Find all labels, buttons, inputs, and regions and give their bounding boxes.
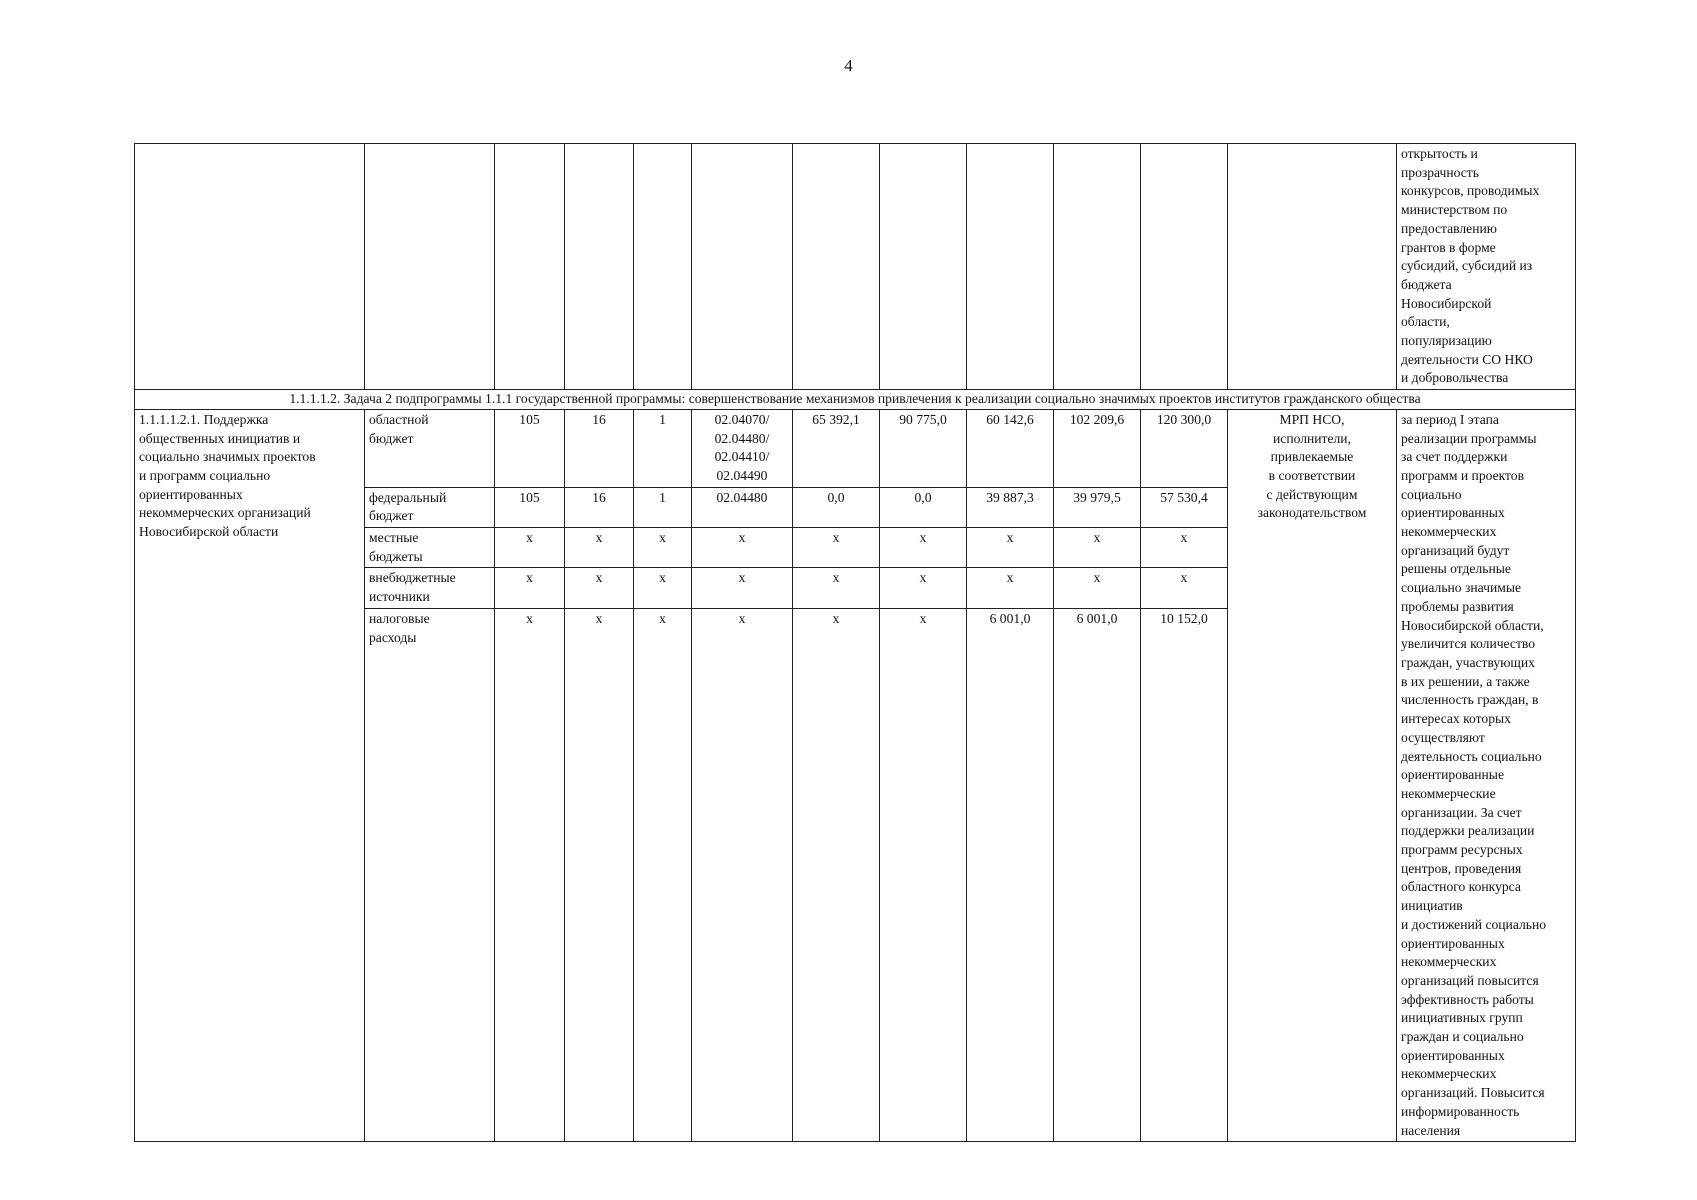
year-3-value: 6 001,0 [967, 608, 1054, 1141]
program-activities-table [134, 143, 1576, 1142]
year-1-value: х [793, 568, 880, 608]
year-5-value: х [1141, 528, 1228, 568]
target-item-code: 02.04070/ 02.04480/ 02.04410/ 02.04490 [692, 409, 793, 487]
expected-result: за период I этапа реализации программы за счет поддержки программ и проектов социально ориентированных некоммерческих организаций будут решены отдельные социально значимые проблемы развития Новосибирской области, увеличится количество граждан, участвующих в их решении, а также численность граждан, в интересах которых осуществляют деятельность социально ориентированные некоммерческие организации. За счет поддержки реализации программ ресурсных центров, проведения областного конкурса инициатив и достижений социально ориентированных некоммерческих организаций повысится эффективность работы инициативных групп граждан и социально ориентированных некоммерческих организаций. Повысится информированность населения [1397, 409, 1576, 1141]
year-5-value: х [1141, 568, 1228, 608]
empty-cell [565, 144, 634, 390]
grbs-code: 105 [495, 487, 565, 527]
empty-cell [495, 144, 565, 390]
target-item-code: х [692, 528, 793, 568]
year-5-value: 10 152,0 [1141, 608, 1228, 1141]
year-3-value: х [967, 528, 1054, 568]
empty-cell [634, 144, 692, 390]
empty-cell [1054, 144, 1141, 390]
subsection-code: х [634, 608, 692, 1141]
funding-source: местные бюджеты [365, 528, 495, 568]
year-1-value: х [793, 608, 880, 1141]
target-item-code: х [692, 568, 793, 608]
grbs-code: х [495, 528, 565, 568]
year-3-value: 60 142,6 [967, 409, 1054, 487]
executor: МРП НСО, исполнители, привлекаемые в соответствии с действующим законодательством [1228, 409, 1397, 1141]
target-item-code: 02.04480 [692, 487, 793, 527]
year-4-value: 102 209,6 [1054, 409, 1141, 487]
expected-result-continuation: открытость и прозрачность конкурсов, проводимых министерством по предоставлению грантов в форме субсидий, субсидий из бюджета Новосибирской области, популяризацию деятельности СО НКО и добровольчества [1397, 144, 1576, 390]
year-2-value: х [880, 608, 967, 1141]
year-4-value: 6 001,0 [1054, 608, 1141, 1141]
year-4-value: 39 979,5 [1054, 487, 1141, 527]
section-code: 16 [565, 409, 634, 487]
empty-cell [793, 144, 880, 390]
funding-source: налоговые расходы [365, 608, 495, 1141]
year-4-value: х [1054, 568, 1141, 608]
year-2-value: 90 775,0 [880, 409, 967, 487]
subsection-code: х [634, 568, 692, 608]
section-code: х [565, 568, 634, 608]
funding-source: внебюджетные источники [365, 568, 495, 608]
grbs-code: х [495, 608, 565, 1141]
task-header-row [135, 390, 1576, 410]
continuation-row [135, 144, 1576, 390]
year-1-value: х [793, 528, 880, 568]
section-code: х [565, 608, 634, 1141]
empty-cell [692, 144, 793, 390]
grbs-code: х [495, 568, 565, 608]
year-2-value: х [880, 568, 967, 608]
task-header: 1.1.1.1.2. Задача 2 подпрограммы 1.1.1 государственной программы: совершенствование механизмов привлечения к реализации социально значимых проектов институтов гражданского общества [135, 390, 1576, 410]
subsection-code: х [634, 528, 692, 568]
empty-cell [1141, 144, 1228, 390]
page-number: 4 [844, 56, 853, 75]
funding-source: федеральный бюджет [365, 487, 495, 527]
measure-name: 1.1.1.1.2.1. Поддержка общественных инициатив и социально значимых проектов и программ социально ориентированных некоммерческих организаций Новосибирской области [135, 409, 365, 1141]
empty-cell [880, 144, 967, 390]
grbs-code: 105 [495, 409, 565, 487]
year-1-value: 0,0 [793, 487, 880, 527]
year-2-value: 0,0 [880, 487, 967, 527]
section-code: х [565, 528, 634, 568]
year-4-value: х [1054, 528, 1141, 568]
year-3-value: х [967, 568, 1054, 608]
subsection-code: 1 [634, 487, 692, 527]
empty-cell [365, 144, 495, 390]
empty-cell [1228, 144, 1397, 390]
year-1-value: 65 392,1 [793, 409, 880, 487]
subsection-code: 1 [634, 409, 692, 487]
section-code: 16 [565, 487, 634, 527]
empty-cell [967, 144, 1054, 390]
year-3-value: 39 887,3 [967, 487, 1054, 527]
target-item-code: х [692, 608, 793, 1141]
empty-cell [135, 144, 365, 390]
funding-source: областной бюджет [365, 409, 495, 487]
funding-row [135, 409, 1576, 487]
year-5-value: 57 530,4 [1141, 487, 1228, 527]
year-5-value: 120 300,0 [1141, 409, 1228, 487]
year-2-value: х [880, 528, 967, 568]
